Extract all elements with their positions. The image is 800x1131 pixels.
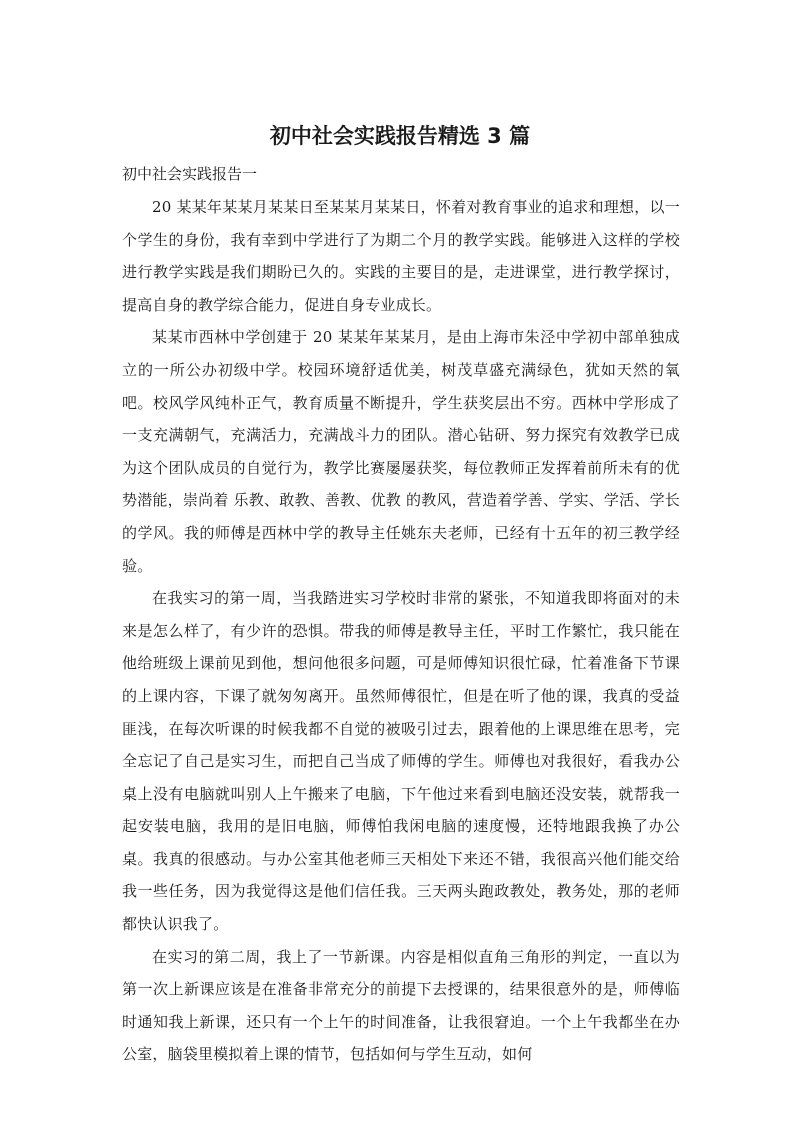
paragraph-3: 在我实习的第一周，当我踏进实习学校时非常的紧张，不知道我即将面对的未来是怎么样了，有少许的恐惧。带我的师傅是教导主任，平时工作繁忙，我只能在他给班级上课前见到他，想问他很多问题，可是师傅知识很忙碌，忙着准备下节课的上课内容，下课了就匆匆离开。虽然师傅很忙，但是在听了他的课，我真的受益匪浅，在每次听课的时候我都不自觉的被吸引过去，跟着他的上课思维在思考，完全忘记了自己是实习生，而把自己当成了师傅的学生。师傅也对我很好，看我办公桌上没有电脑就叫别人上午搬来了电脑，下午他过来看到电脑还没安装，就帮我一起安装电脑，我用的是旧电脑，师傅怕我闲电脑的速度慢，还特地跟我换了办公桌。我真的很感动。与办公室其他老师三天相处下来还不错，我很高兴他们能交给我一些任务，因为我觉得这是他们信任我。三天两头跑政教处，教务处，那的老师都快认识我了。: [122, 589, 680, 934]
paragraph-1: 20 某某年某某月某某日至某某月某某日，怀着对教育事业的追求和理想，以一个学生的身份，我有幸到中学进行了为期二个月的教学实践。能够进入这样的学校进行教学实践是我们期盼已久的。实践的主要目的是，走进课堂，进行教学探讨，提高自身的教学综合能力，促进自身专业成长。: [122, 198, 680, 314]
paragraph-4: 在实习的第二周，我上了一节新课。内容是相似直角三角形的判定，一直以为第一次上新课应该是在准备非常充分的前提下去授课的，结果很意外的是，师傅临时通知我上新课，还只有一个上午的时间准备，让我很窘迫。一个上午我都坐在办公室，脑袋里模拟着上课的情节，包括如何与学生互动，如何: [122, 947, 680, 1064]
document-title: 初中社会实践报告精选 3 篇: [269, 124, 531, 148]
document-body: [122, 157, 680, 1071]
paragraph-2: 某某市西林中学创建于 20 某某年某某月，是由上海市朱泾中学初中部单独成立的一所公办初级中学。校园环境舒适优美，树茂草盛充满绿色，犹如天然的氧吧。校风学风纯朴正气，教育质量不断提升，学生获奖层出不穷。西林中学形成了一支充满朝气，充满活力，充满战斗力的团队。潜心钻研、努力探究有效教学已成为这个团队成员的自觉行为，教学比赛屡屡获奖，每位教师正发挥着前所未有的优势潜能，崇尚着 乐教、敢教、善教、优教 的教风，营造着学善、学实、学活、学长 的学风。我的师傅是西林中学的教导主任姚东夫老师，已经有十五年的初三教学经验。: [122, 328, 680, 575]
section-heading: 初中社会实践报告一: [122, 165, 258, 183]
